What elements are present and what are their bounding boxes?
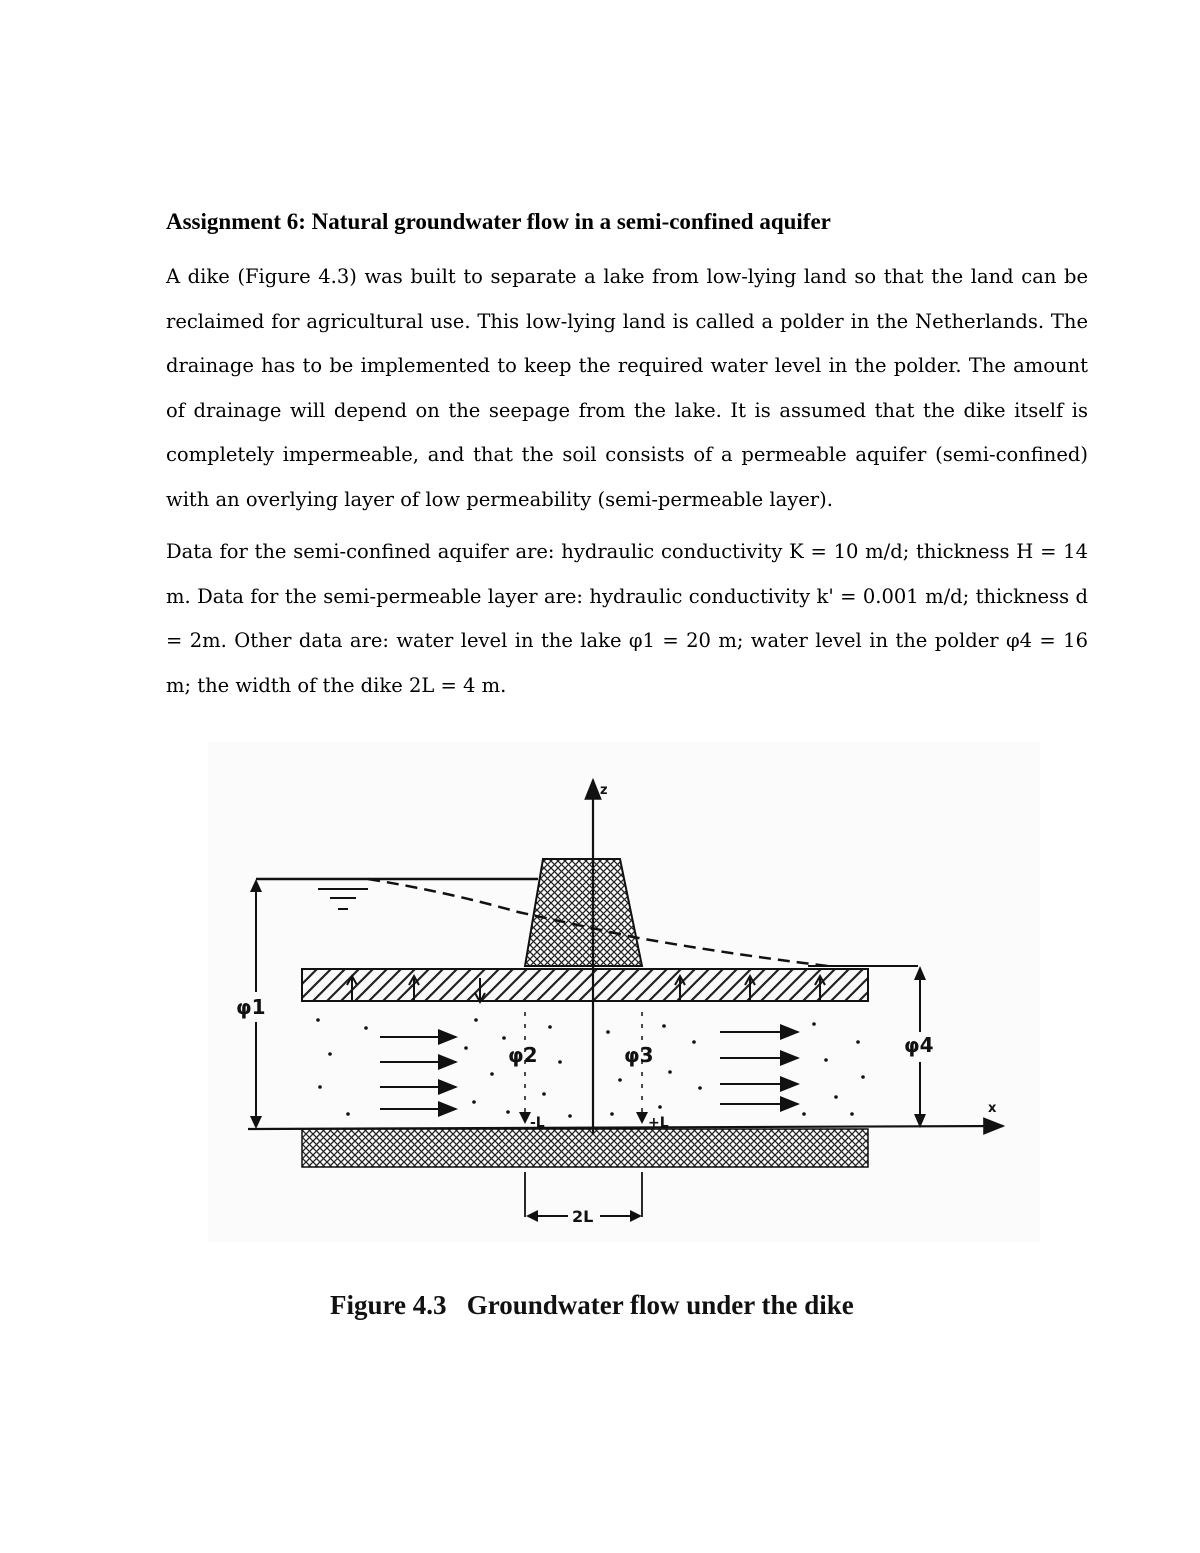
phi1-label: φ1 [236, 995, 266, 1019]
impermeable-base [302, 1129, 868, 1167]
dike-figure [208, 742, 1040, 1242]
semi-permeable-layer [302, 969, 868, 1001]
intro-paragraph: A dike (Figure 4.3) was built to separate a lake from low-lying land so that the land can be reclaimed for agricultural use. This low-lying land is called a polder in the Netherlands. The drainage has to be implemented to keep the required water level in the polder. The amount of drainage will depend on the seepage from the lake. It is assumed that the dike itself is completely impermeable, and that the soil consists of a permeable aquifer (semi-confined) with an overlying layer of low permeability (semi-permeable layer). [166, 265, 1088, 511]
minus-L-label: -L [530, 1115, 545, 1131]
plus-L-label: +L [648, 1115, 669, 1131]
phi3-label: φ3 [624, 1043, 654, 1067]
x-axis-label: x [988, 1101, 997, 1116]
dike-cross-section-diagram [208, 742, 1040, 1242]
figure-caption: Figure 4.3 Groundwater flow under the dike [330, 1290, 854, 1320]
phi2-label: φ2 [508, 1043, 538, 1067]
z-axis-label: z [600, 783, 608, 798]
dike-width-label: 2L [572, 1207, 594, 1226]
data-paragraph: Data for the semi-confined aquifer are: hydraulic conductivity K = 10 m/d; thickness H = 14 m. Data for the semi-permeable layer are: hydraulic conductivity k' = 0.001 m/d; thickness d = 2m. Other data are: water level in the lake φ1 = 20 m; water level in the polder φ4 = 16 m; the width of the dike 2L = 4 m. [166, 540, 1088, 697]
phi4-label: φ4 [904, 1033, 934, 1057]
assignment-title: Assignment 6: Natural groundwater flow in a semi-confined aquifer [166, 209, 831, 234]
